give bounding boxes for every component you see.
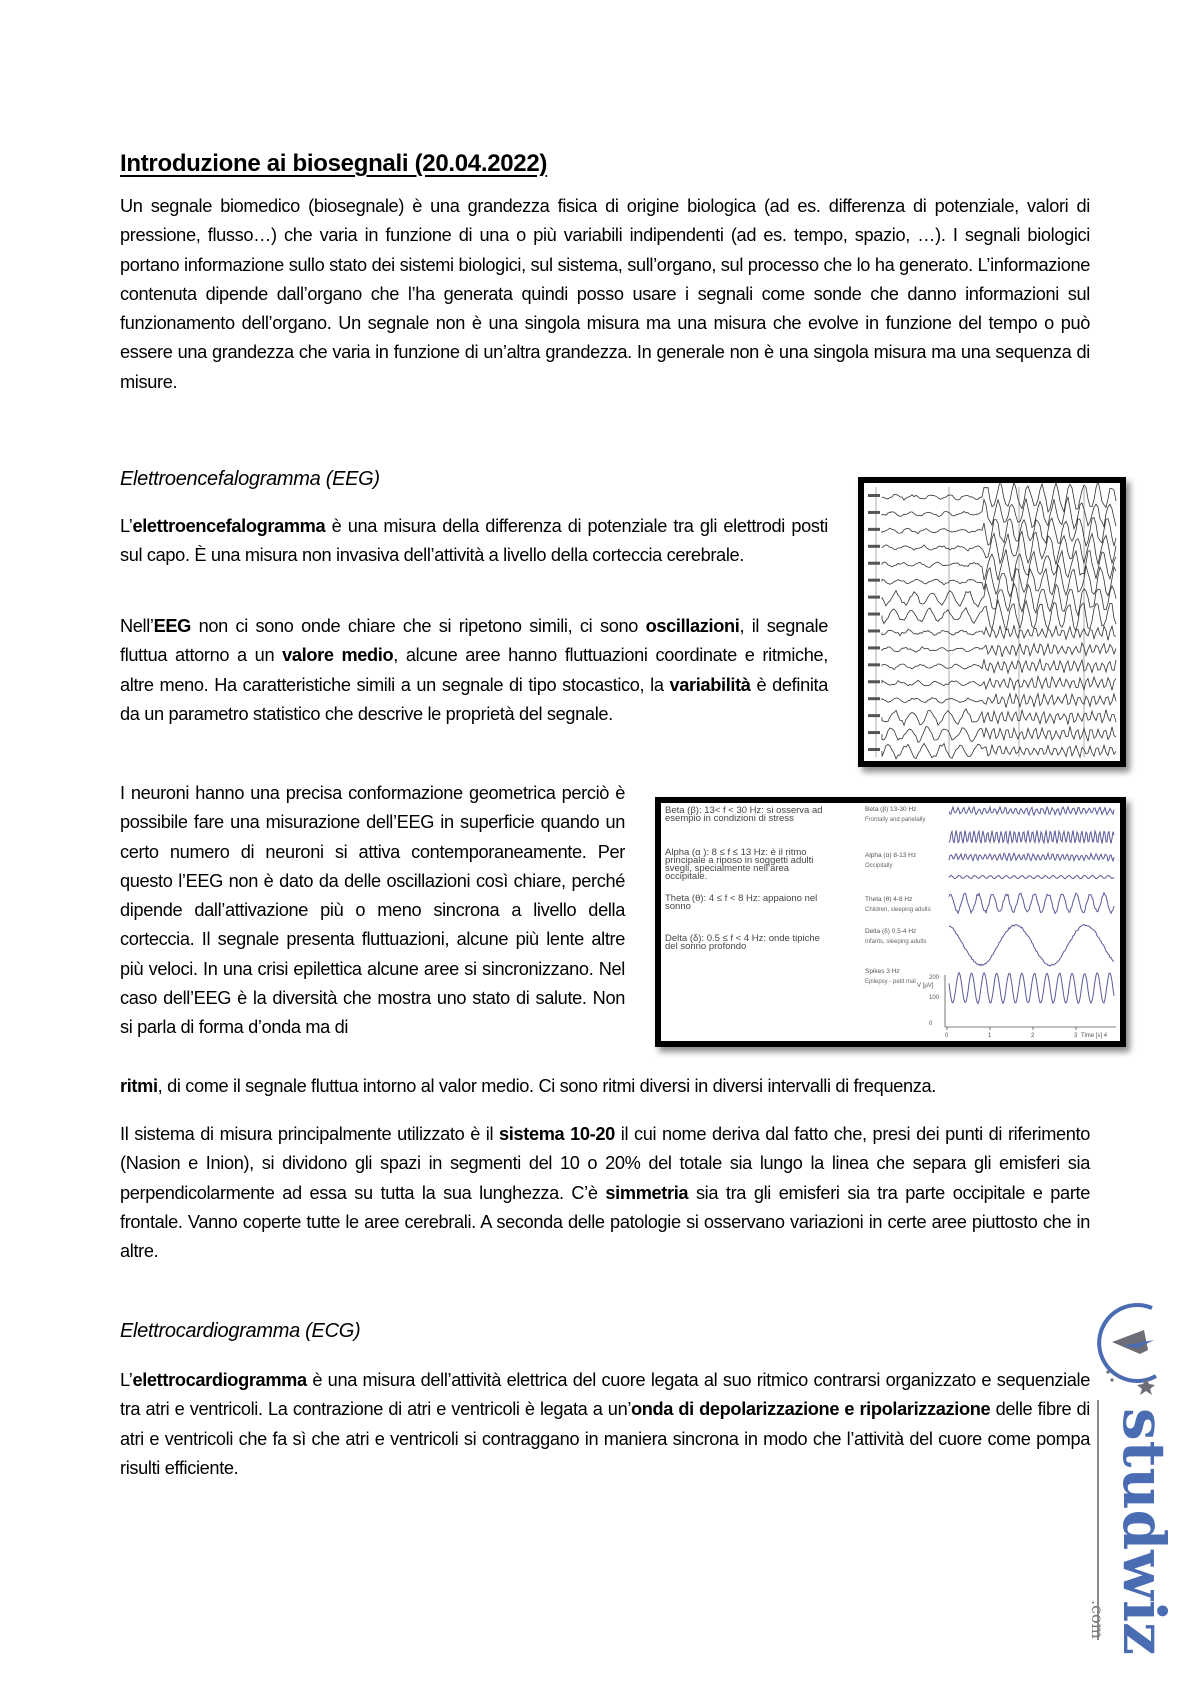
eeg-channel-label	[868, 680, 880, 683]
bold-term: EEG	[153, 616, 191, 636]
x-tick-label: 3	[1074, 1033, 1078, 1039]
eeg-channel-label	[868, 629, 880, 632]
text-run: L’	[120, 516, 133, 536]
rhythm-wave-trace	[949, 807, 1114, 815]
bold-term: elettrocardiogramma	[132, 1370, 307, 1390]
watermark-brand-text: studwiz	[1110, 1408, 1178, 1656]
eeg-channel-label	[868, 545, 880, 548]
eeg-channel-trace	[882, 676, 1116, 690]
bold-term: oscillazioni	[645, 616, 740, 636]
eeg-channel-label	[868, 697, 880, 700]
rhythm-wave-trace	[949, 893, 1114, 914]
eeg-channel-label	[868, 494, 880, 497]
rhythm-description: Theta (θ): 4 ≤ f < 8 Hz: appaiono nel sonno	[665, 893, 818, 912]
section-heading-ecg: Elettrocardiogramma (ECG)	[120, 1320, 361, 1342]
eeg-paragraph-1	[120, 512, 828, 571]
rhythm-wave-trace	[949, 853, 1114, 861]
bold-term: simmetria	[605, 1182, 689, 1203]
bold-term: onda di depolarizzazione e ripolarizzazione	[631, 1399, 991, 1420]
x-tick-label: 1	[988, 1033, 992, 1039]
eeg-paragraph-3	[120, 779, 625, 1043]
rhythm-label: Alpha (α) 8-13 Hz	[865, 852, 917, 859]
rhythm-label: Delta (δ) 0.5-4 Hz	[865, 928, 917, 935]
bold-term: ritmi	[120, 1076, 158, 1096]
rhythm-note: Infants, sleeping adults	[865, 939, 927, 945]
eeg-channel-trace	[882, 694, 1116, 708]
rhythm-wave-trace	[949, 875, 1114, 879]
rhythm-description: Beta (β): 13< f < 30 Hz: si osserva ad esempio in condizioni di stress	[665, 805, 823, 824]
text-run: è una misura della differenza di potenziale tra gli elettrodi posti sul capo. È una misura non invasiva dell’attività a livello della corteccia cerebrale.	[120, 516, 828, 566]
text-run: , di come il segnale fluttua intorno al valor medio. Ci sono ritmi diversi in diversi intervalli di frequenza.	[157, 1076, 936, 1096]
eeg-channel-label	[868, 731, 880, 734]
eeg-channel-label	[868, 562, 880, 565]
eeg-channel-label	[868, 596, 880, 599]
text-run: , alcune aree hanno fluttuazioni coordinate e ritmiche, altre meno. Ha caratteristiche simili a un segnale di tipo stocastico, la	[120, 645, 828, 695]
eeg-channel-label	[868, 579, 880, 582]
text-run: è definita da un parametro statistico che descrive le proprietà del segnale.	[120, 674, 828, 724]
eeg-channel-trace	[882, 549, 1116, 581]
bold-term: elettroencefalogramma	[132, 516, 326, 536]
page-title: Introduzione ai biosegnali (20.04.2022)	[120, 150, 548, 177]
y-tick-label: 100	[929, 995, 940, 1001]
text-run: , il segnale fluttua attorno a un	[120, 616, 828, 666]
rhythm-label: Spikes 3 Hz	[865, 968, 900, 975]
bold-term: variabilità	[669, 674, 751, 695]
studwiz-logo-icon	[1082, 1300, 1182, 1660]
rhythm-description: Alpha (α ): 8 ≤ f ≤ 13 Hz: è il ritmo principale a riposo in soggetti adulti svegli, specialmente nell’area occipitale.	[665, 847, 814, 882]
x-tick-label: 0	[945, 1033, 949, 1039]
text-run: L’	[120, 1370, 133, 1390]
text-run: I neuroni hanno una precisa conformazione geometrica perciò è possibile fare una misurazione dell’EEG in superficie quando un certo numero di neuroni si attiva contemporaneamente. Per questo l’EEG non è dato da delle oscillazioni così chiare, perché dipende dall’attivazione più o meno sincrona a livello della corteccia. Il segnale presenta fluttuazioni, alcune più lente altre più veloci. In una crisi epilettica alcune aree si sincronizzano. Nel caso dell’EEG è la diversità che mostra uno stato di salute. Non si parla di forma d’onda ma di	[120, 783, 625, 1038]
text-run: non ci sono onde chiare che si ripetono simili, ci sono	[190, 616, 646, 636]
eeg-channel-trace	[882, 518, 1116, 547]
eeg-rhythms-figure	[655, 797, 1126, 1047]
eeg-channel-trace	[882, 743, 1116, 759]
eeg-rhythms-chart	[661, 803, 1120, 1041]
rhythm-note: Children, sleeping adults	[865, 907, 931, 913]
rhythm-note: Frontally and parietally	[865, 817, 926, 823]
eeg-channel-trace	[882, 625, 1116, 640]
eeg-channel-trace	[882, 483, 1116, 512]
text-run: Nell’	[120, 616, 154, 636]
eeg-recording-image	[864, 483, 1120, 761]
eeg-paragraph-3-continued	[120, 1072, 1095, 1101]
eeg-channel-trace	[882, 532, 1116, 565]
eeg-channel-label	[868, 663, 880, 666]
rhythm-label: Theta (θ) 4-8 Hz	[865, 896, 913, 903]
x-tick-label: 2	[1031, 1033, 1035, 1039]
x-axis-label: Time [s] 4	[1081, 1033, 1108, 1039]
rhythm-description: Delta (δ): 0.5 ≤ f < 4 Hz: onde tipiche del sonno profondo	[665, 933, 820, 952]
y-axis-label: V [μV]	[917, 983, 934, 989]
eeg-channel-label	[868, 748, 880, 751]
bold-term: valore medio	[282, 645, 394, 666]
text-run: Il sistema di misura principalmente utilizzato è il	[120, 1124, 500, 1144]
eeg-recording-figure	[858, 477, 1126, 767]
watermark-suffix-text: .com	[1088, 1600, 1107, 1639]
eeg-channel-label	[868, 646, 880, 649]
eeg-paragraph-4	[120, 1120, 1090, 1266]
rhythm-wave-trace	[949, 925, 1114, 967]
text-run: il cui nome deriva dal fatto che, presi dei punti di riferimento (Nasion e Inion), si dividono gli spazi in segmenti del 10 o 20% del totale sia lungo la linea che separa gli emisferi sia perpendicolarmente ad essa su tutta la sua lunghezza. C’è	[120, 1124, 1091, 1203]
section-heading-eeg: Elettroencefalogramma (EEG)	[120, 468, 380, 490]
eeg-channel-trace	[882, 659, 1116, 673]
intro-paragraph: Un segnale biomedico (biosegnale) è una grandezza fisica di origine biologica (ad es. differenza di potenziale, valori di pressione, flusso…) che varia in funzione di una o più variabili indipendenti (ad es. tempo, spazio, …). I segnali biologici portano informazione sullo stato dei sistemi biologici, sul sistema, sull’organo, sul processo che lo ha generato. L’informazione contenuta dipende dall’organo che l’ha generata quindi posso usare i segnali come sonde che danno informazioni sul funzionamento dell’organo. Un segnale non è una singola misura ma una misura che evolve in funzione del tempo o può essere una grandezza che varia in funzione di un’altra grandezza. In generale non è una singola misura ma una sequenza di misure.	[120, 196, 1090, 392]
y-tick-label: 200	[929, 975, 940, 981]
eeg-channel-label	[868, 511, 880, 514]
rhythm-note: Epilepsy - petit mal	[865, 979, 916, 985]
rhythm-wave-trace	[949, 973, 1114, 1004]
eeg-channel-label	[868, 714, 880, 717]
eeg-channel-label	[868, 613, 880, 616]
eeg-channel-trace	[882, 600, 1116, 631]
studwiz-watermark	[1082, 1300, 1182, 1660]
eeg-channel-label	[868, 528, 880, 531]
eeg-channel-trace	[882, 643, 1116, 657]
rhythm-wave-trace	[949, 830, 1114, 843]
rhythm-label: Beta (β) 13-30 Hz	[865, 806, 917, 813]
eeg-channel-trace	[882, 726, 1116, 742]
eeg-channel-trace	[882, 709, 1116, 725]
y-tick-label: 0	[929, 1021, 933, 1027]
ecg-paragraph-1	[120, 1366, 1090, 1483]
rhythm-note: Occipitally	[865, 863, 893, 869]
text-run: delle fibre di atri e ventricoli che fa sì che atri e ventricoli si contraggano in maniera sincrona in modo che l’attività del cuore come pompa risulti efficiente.	[120, 1399, 1090, 1478]
bold-term: sistema 10-20	[499, 1124, 615, 1144]
text-run: è una misura dell’attività elettrica del cuore legata al suo ritmico contrarsi organizzato e sequenziale tra atri e ventricoli. La contrazione di atri e ventricoli è legata a un’	[120, 1370, 1090, 1420]
eeg-paragraph-2	[120, 612, 828, 729]
text-run: sia tra gli emisferi sia tra parte occipitale e parte frontale. Vanno coperte tutte le aree cerebrali. A seconda delle patologie si osservano variazioni in certe aree piuttosto che in altre.	[120, 1182, 1091, 1262]
